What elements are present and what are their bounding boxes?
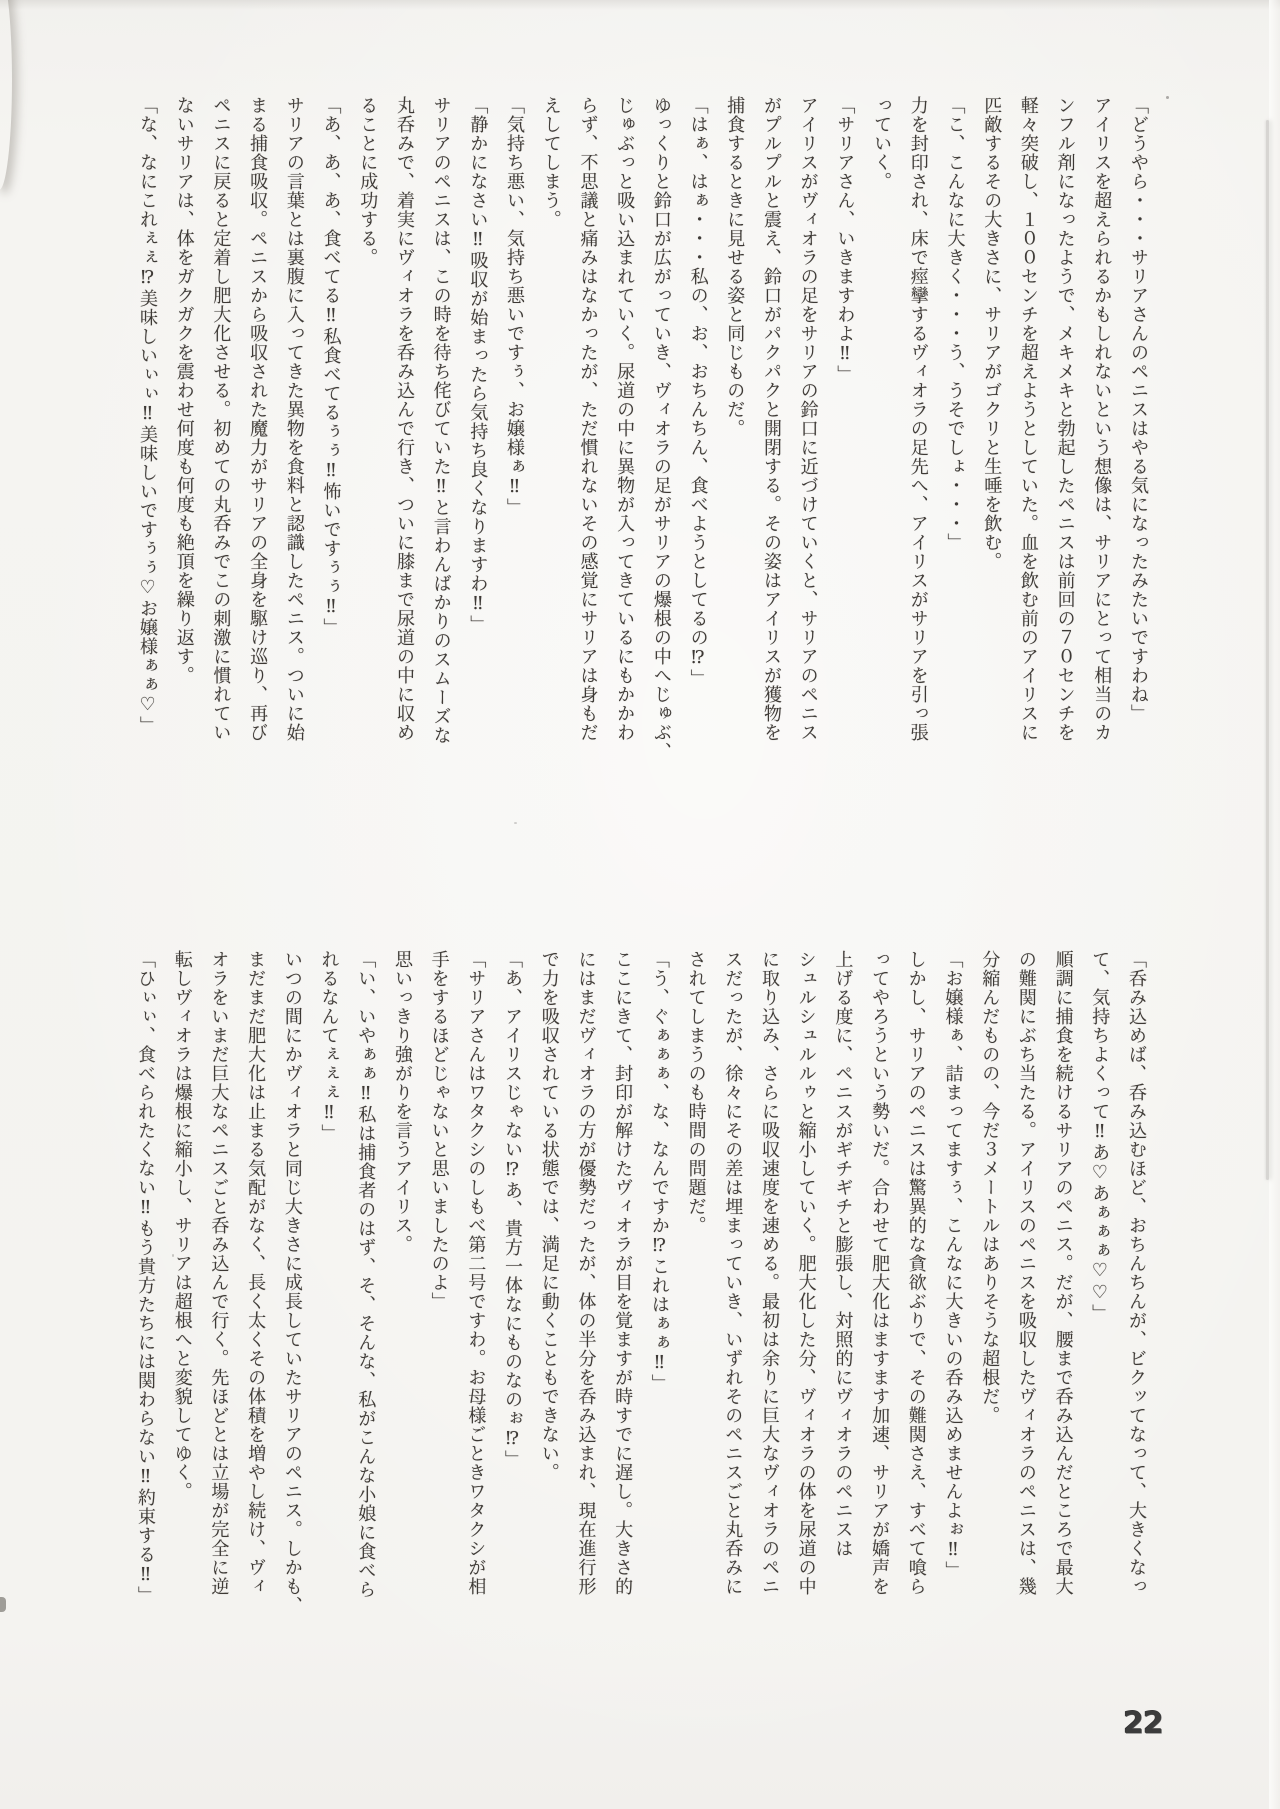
- text-column: ンフル剤になったようで、メキメキと勃起したペニスは前回の７０センチを: [1054, 96, 1076, 742]
- text-column: サリアの言葉とは裏腹に入ってきた異物を食料と認識したペニス。ついに始: [283, 96, 305, 742]
- scan-edge-top: [0, 0, 1280, 10]
- text-column: 丸呑みで、着実にヴィオラを呑み込んで行き、ついに膝まで尿道の中に収め: [393, 96, 415, 742]
- text-column: ってやろうという勢いだ。合わせて肥大化はますます加速、サリアが嬌声を: [869, 950, 891, 1596]
- text-column: にはまだヴィオラの方が優勢だったが、体の半分を呑み込まれ、現在進行形: [575, 950, 597, 1596]
- text-column: がプルプルと震え、鈴口がパクパクと開閉する。その姿はアイリスが獲物を: [760, 96, 782, 742]
- text-column: て、気持ちよくって‼あ♡あぁぁぁ♡♡」: [1089, 950, 1111, 1323]
- text-column: れるなんてぇぇぇ‼」: [318, 950, 340, 1143]
- top-text-block: [128, 96, 1156, 768]
- text-column: 分縮んだものの、今だ３メートルはありそうな超根だ。: [979, 950, 1001, 1425]
- text-column: オラをいまだ巨大なペニスごと呑み込んで行く。先ほどとは立場が完全に逆: [208, 950, 230, 1596]
- text-column: 「な、なにこれぇぇ⁉美味しいぃぃ‼美味しいですぅぅ♡お嬢様ぁぁ♡」: [137, 96, 159, 735]
- scan-mark-bottom-left: [0, 1597, 6, 1612]
- text-column: 「静かになさい‼吸収が始まったら気持ち良くなりますわ‼」: [467, 96, 489, 634]
- text-column: ここにきて、封印が解けたヴィオラが目を覚ますが時すでに遅し。大きさ的: [612, 950, 634, 1596]
- text-column: 「ひぃぃ、食べられたくない‼もう貴方たちには関わらない‼約束する‼」: [135, 950, 157, 1605]
- text-column: ることに成功する。: [357, 96, 379, 267]
- scan-page-curl: [0, 0, 12, 190]
- text-column: 「こ、こんなに大きく・・・う、うそでしょ・・・」: [944, 96, 966, 552]
- text-column: アイリスを超えられるかもしれないという想像は、サリアにとって相当のカ: [1091, 96, 1113, 742]
- text-column: ペニスに戻ると定着し肥大化させる。初めての丸呑みでこの刺激に慣れてい: [210, 96, 232, 742]
- text-column: っていく。: [871, 96, 893, 191]
- text-column: まる捕食吸収。ペニスから吸収された魔力がサリアの全身を駆け巡り、再び: [247, 96, 269, 742]
- text-column: 捕食するときに見せる姿と同じものだ。: [724, 96, 746, 438]
- bottom-text-block: [126, 950, 1154, 1642]
- text-column: 「サリアさん、いきますわよ‼」: [834, 96, 856, 384]
- text-column: に取り込み、さらに吸収速度を速める。最初は余りに巨大なヴィオラのペニ: [758, 950, 780, 1596]
- text-column: されてしまうのも時間の問題だ。: [685, 950, 707, 1235]
- text-column: 転しヴィオラは爆根に縮小し、サリアは超根へと変貌してゆく。: [171, 950, 193, 1501]
- text-column: 力を封印され、床で痙攣するヴィオラの足先へ、アイリスがサリアを引っ張: [907, 96, 929, 742]
- text-column: 上げる度に、ペニスがギチギチと膨張し、対照的にヴィオラのペニスは: [832, 950, 854, 1558]
- scan-speck: [1166, 96, 1169, 99]
- text-column: ゆっくりと鈴口が広がっていき、ヴィオラの足がサリアの爆根の中へじゅぶ、: [650, 96, 672, 761]
- text-column: しかし、サリアのペニスは驚異的な貪欲ぶりで、その難関さえ、すべて喰ら: [905, 950, 927, 1596]
- text-column: らず、不思議と痛みはなかったが、ただ慣れないその感覚にサリアは身もだ: [577, 96, 599, 742]
- text-column: の難関にぶち当たる。アイリスのペニスを吸収したヴィオラのペニスは、幾: [1015, 950, 1037, 1596]
- text-column: えしてしまう。: [540, 96, 562, 229]
- text-column: じゅぶっと吸い込まれていく。尿道の中に異物が入ってきているにもかかわ: [614, 96, 636, 742]
- text-column: 「呑み込めば、呑み込むほど、おちんちんが、ビクッてなって、大きくなっ: [1126, 950, 1147, 1596]
- text-column: 順調に捕食を続けるサリアのペニス。だが、腰まで呑み込んだところで最大: [1052, 950, 1074, 1596]
- text-column: 「あ、あ、あ、食べてる‼私食べてるぅぅ‼怖いですぅぅ‼」: [320, 96, 342, 637]
- text-column: 「気持ち悪い、気持ち悪いですぅ、お嬢様ぁ‼」: [504, 96, 526, 517]
- text-column: 「どうやら・・・サリアさんのペニスはやる気になったみたいですわね」: [1128, 96, 1149, 723]
- text-column: 軽々突破し、１００センチを超えようとしていた。血を飲む前のアイリスに: [1017, 96, 1039, 742]
- scan-speck: [514, 822, 517, 824]
- text-column: 思いっきり強がりを言うアイリス。: [391, 950, 413, 1254]
- text-column: サリアのペニスは、この時を待ち侘びていた‼と言わんばかりのスムーズな: [430, 96, 452, 745]
- text-column: スだったが、徐々にその差は埋まっていき、いずれそのペニスごと丸呑みに: [722, 950, 744, 1596]
- text-column: シュルシュルルゥと縮小していく。肥大化した分、ヴィオラの体を尿道の中: [795, 950, 817, 1596]
- text-column: 手をするほどじゃないと思いましたのよ」: [428, 950, 450, 1311]
- scan-crease-line: [1266, 120, 1269, 1180]
- text-column: アイリスがヴィオラの足をサリアの鈴口に近づけていくと、サリアのペニス: [797, 96, 819, 742]
- text-column: いつの間にかヴィオラと同じ大きさに成長していたサリアのペニス。しかも、: [281, 950, 303, 1615]
- text-column: ないサリアは、体をガクガクを震わせ何度も何度も絶頂を繰り返す。: [173, 96, 195, 685]
- text-column: 「お嬢様ぁ、詰まってますぅ、こんなに大きいの呑み込めませんよぉ‼」: [942, 950, 964, 1580]
- text-column: まだまだ肥大化は止まる気配がなく、長く太くその体積を増やし続け、ヴィ: [245, 950, 267, 1596]
- text-column: 「サリアさんはワタクシのしもべ第二号ですわ。お母様ごときワタクシが相: [465, 950, 487, 1596]
- text-column: 「い、いやぁぁ‼私は捕食者のはず、そ、そんな、私がこんな小娘に食べら: [355, 950, 377, 1599]
- scan-edge-right: [1269, 0, 1280, 1809]
- text-column: 「あ、アイリスじゃない⁉あ、貴方一体なにものなのぉ⁉」: [502, 950, 524, 1469]
- text-column: 匹敵するその大きさに、サリアがゴクリと生唾を飲む。: [981, 96, 1003, 571]
- text-column: 「う、ぐぁぁぁ、な、なんですか⁉これはぁぁ‼」: [648, 950, 670, 1393]
- page-number: 22: [1123, 1706, 1163, 1741]
- text-column: 「はぁ、はぁ・・・私の、お、おちんちん、食べようとしてるの⁉」: [687, 96, 709, 688]
- text-column: で力を吸収されている状態では、満足に動くこともできない。: [538, 950, 560, 1482]
